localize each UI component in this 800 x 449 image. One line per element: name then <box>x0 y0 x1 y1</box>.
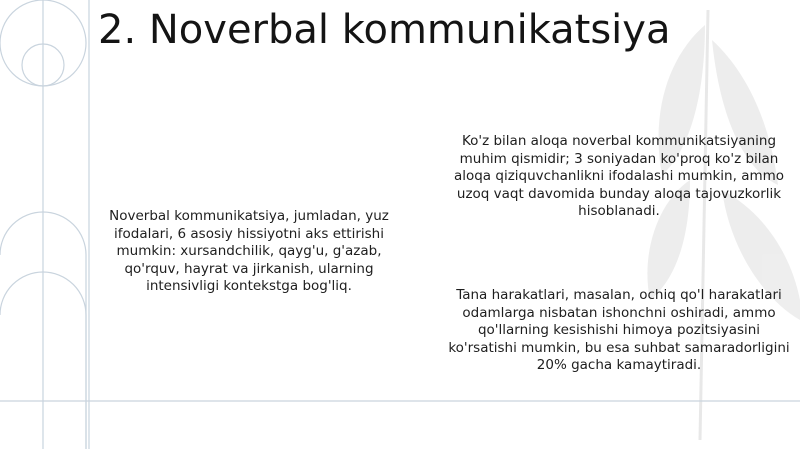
leaf-watermark-icon <box>647 10 800 440</box>
paragraph-facial-expressions: Noverbal kommunikatsiya, jumladan, yuz ifodalari, 6 asosiy hissiyotni aks ettirishi mumkin: xursandchilik, qayg'u, g'azab, qo'rquv, hayrat va jirkanish, ularning intensivligi kontekstga bog'liq. <box>109 208 389 294</box>
slide-title: 2. Noverbal kommunikatsiya <box>98 7 671 53</box>
paragraph-body-movements: Tana harakatlari, masalan, ochiq qo'l harakatlari odamlarga nisbatan ishonchni oshiradi, ammo qo'llarning kesishishi himoya pozitsiyasini ko'rsatishi mumkin, bu esa suhbat samaradorligini 20% gacha kamaytiradi. <box>448 287 790 373</box>
paragraph-eye-contact: Ko'z bilan aloqa noverbal kommunikatsiyaning muhim qismidir; 3 soniyadan ko'proq ko'z bilan aloqa qiziquvchanlikni ifodalashi mumkin, ammo uzoq vaqt davomida bunday aloqa tajovuzkorlik hisoblanadi. <box>453 133 785 219</box>
